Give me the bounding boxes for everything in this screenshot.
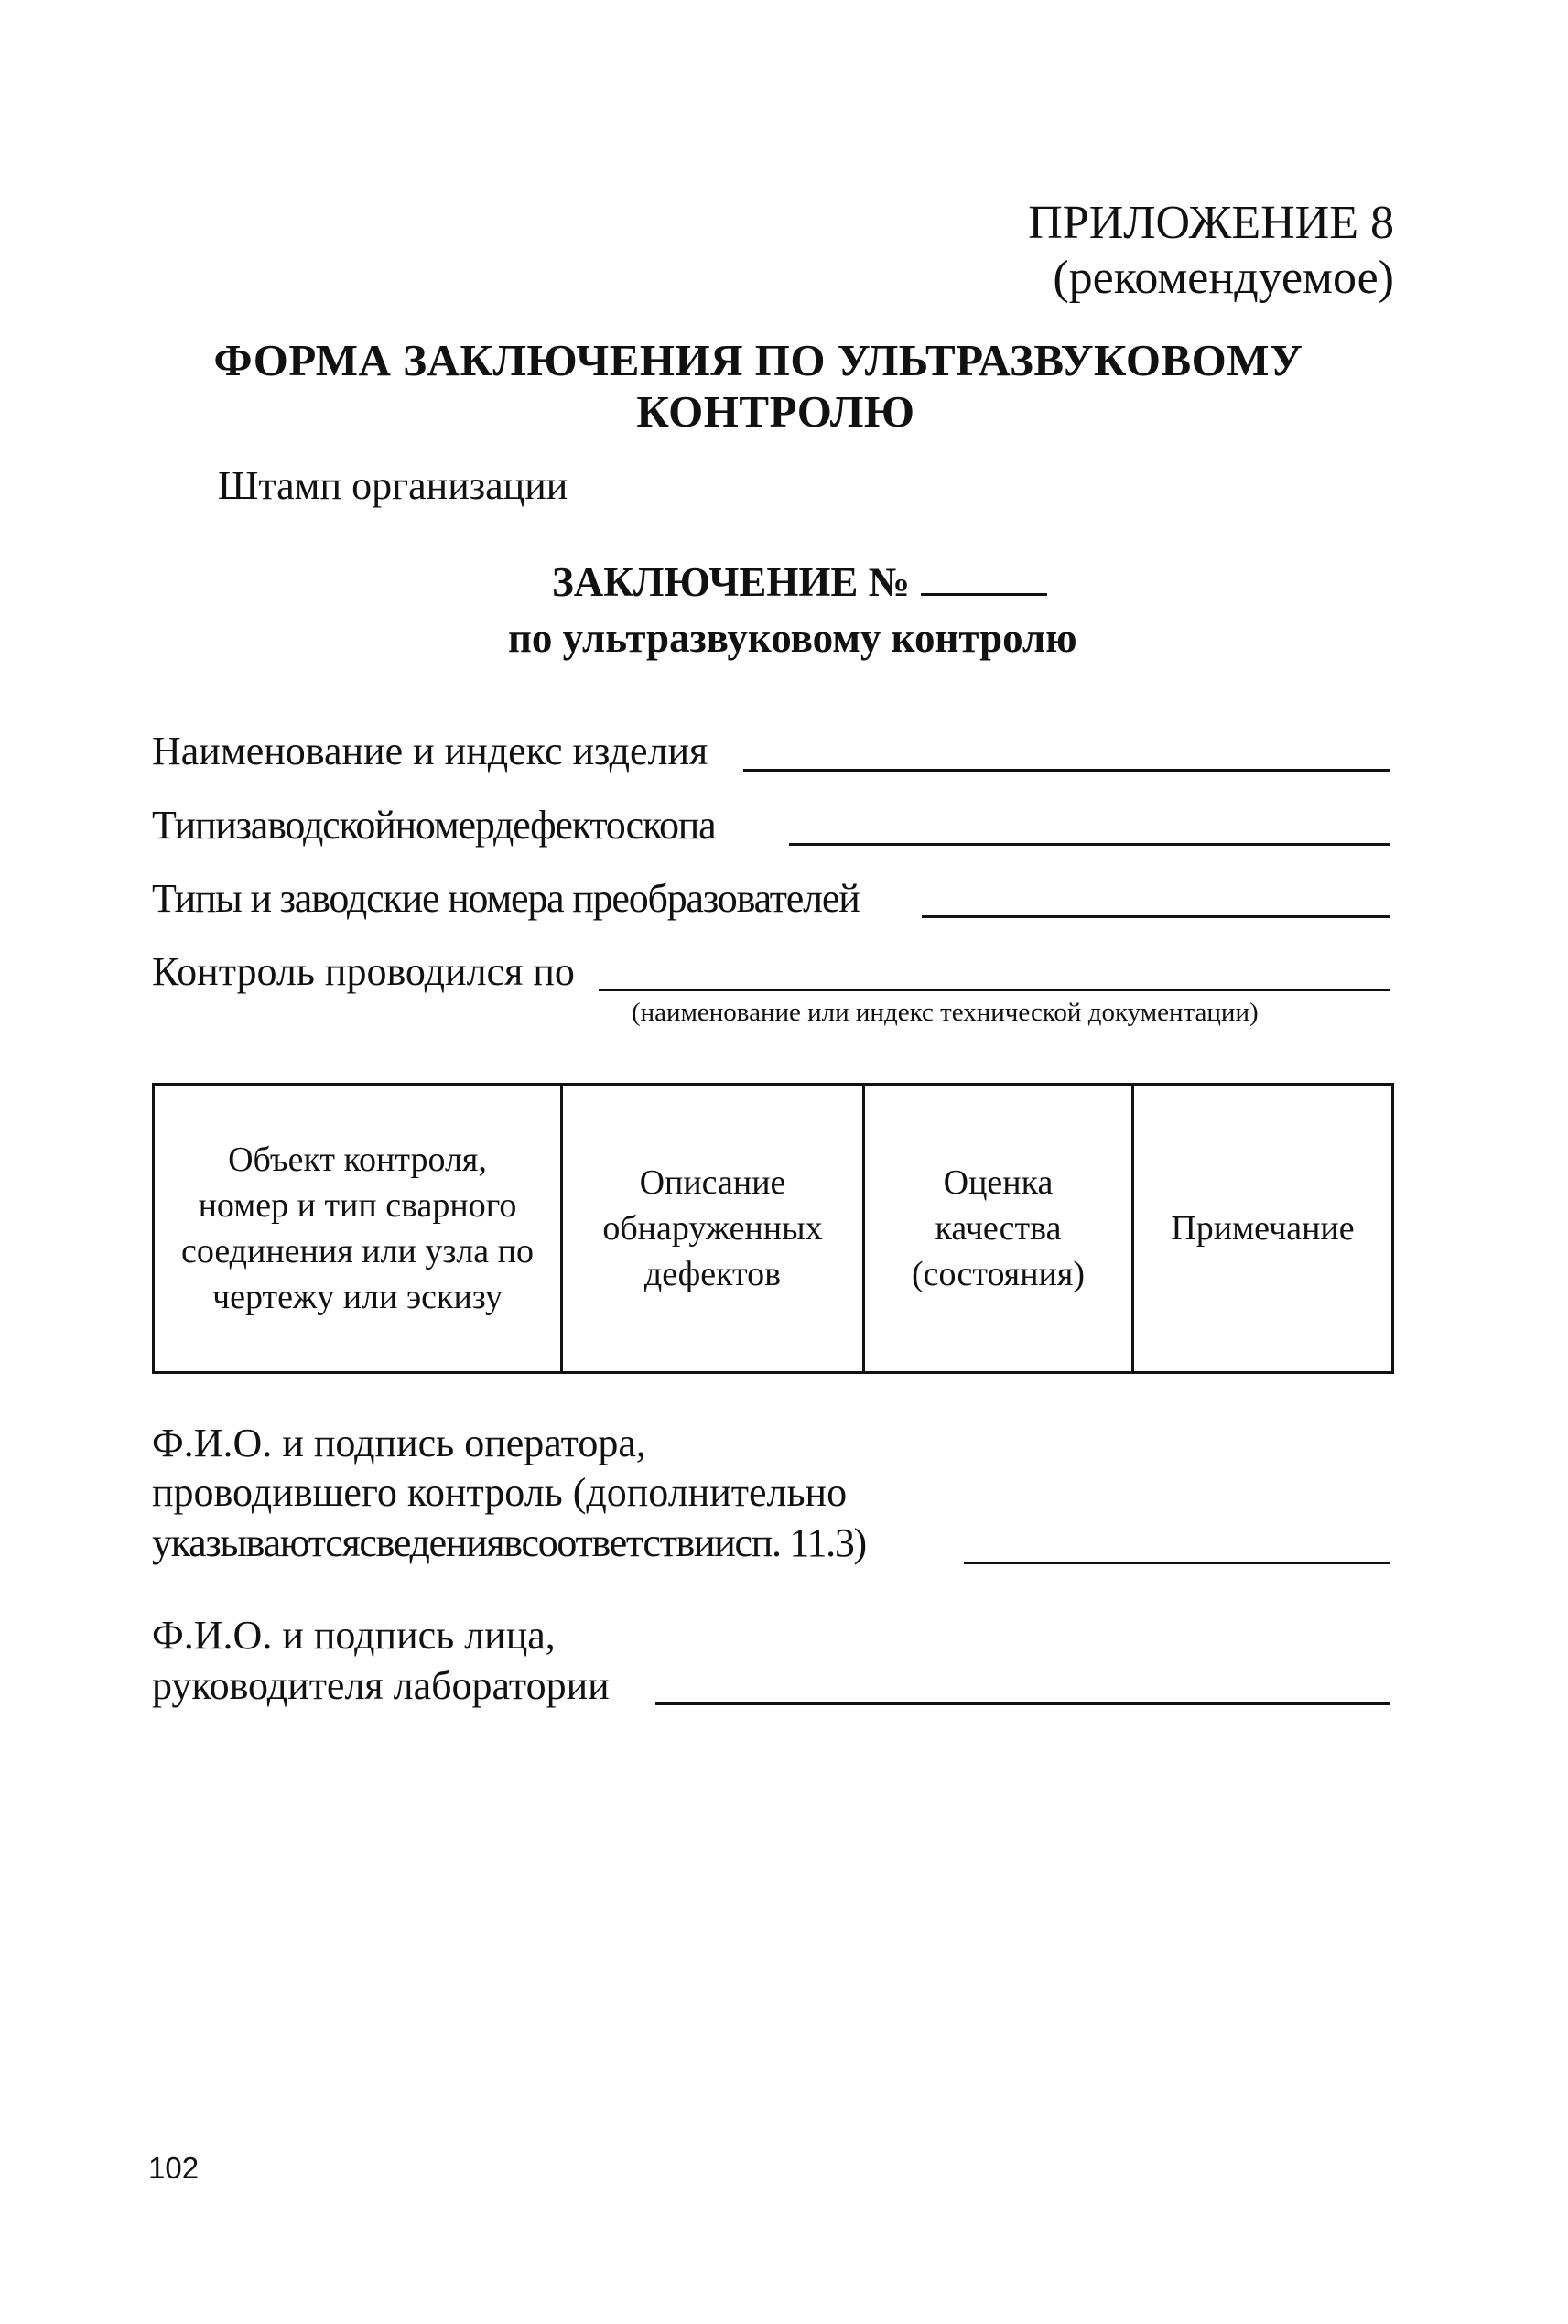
conclusion-number-blank[interactable] — [921, 557, 1047, 596]
field-control-by-hint: (наименование или индекс технической документации) — [632, 998, 1259, 1027]
field-transducers-blank[interactable] — [922, 915, 1390, 918]
field-control-by-label: Контроль проводился по — [152, 949, 575, 994]
conclusion-subtitle: по ультразвуковому контролю — [508, 615, 1077, 661]
conclusion-title — [552, 557, 1047, 607]
column-header-text: качества — [935, 1209, 1062, 1248]
column-header-quality — [864, 1085, 1133, 1373]
head-signature-label-2: руководителя лаборатории — [152, 1663, 610, 1708]
column-header-text: Примечание — [1171, 1209, 1355, 1248]
page-number: 102 — [148, 2151, 200, 2185]
appendix-note: (рекомендуемое) — [1053, 252, 1394, 304]
column-header-text: Описание — [639, 1163, 786, 1202]
field-product-blank[interactable] — [743, 769, 1390, 772]
column-header-text: Объект контроля, — [228, 1140, 487, 1179]
stamp-label: Штамп организации — [218, 463, 568, 508]
field-transducers-label: Типы и заводские номера преобразователей — [152, 876, 860, 921]
head-signature-label-1: Ф.И.О. и подпись лица, — [152, 1613, 556, 1658]
column-header-text: чертежу или эскизу — [211, 1278, 503, 1316]
operator-signature-label-1: Ф.И.О. и подпись оператора, — [152, 1421, 646, 1465]
column-header-text: обнаруженных — [602, 1209, 823, 1248]
form-title-line-1: ФОРМА ЗАКЛЮЧЕНИЯ ПО УЛЬТРАЗВУКОВОМУ — [213, 335, 1303, 385]
operator-signature-label-3: указываютсясведениявсоответствиисп. 11.3) — [152, 1520, 866, 1565]
table-header-row — [154, 1085, 1393, 1373]
report-table — [152, 1083, 1394, 1374]
column-header-defects — [562, 1085, 864, 1373]
column-header-text: номер и тип сварного — [198, 1186, 517, 1225]
operator-signature-blank[interactable] — [964, 1562, 1390, 1564]
column-header-text: дефектов — [643, 1255, 782, 1293]
form-title-line-2: КОНТРОЛЮ — [636, 386, 915, 437]
field-detector-blank[interactable] — [789, 843, 1390, 846]
head-signature-blank[interactable] — [655, 1702, 1390, 1705]
field-detector-label: Типизаводскойномердефектоскопа — [152, 803, 716, 848]
appendix-title: ПРИЛОЖЕНИЕ 8 — [1028, 197, 1394, 249]
column-header-text: Оценка — [943, 1163, 1054, 1202]
field-control-by-blank[interactable] — [599, 989, 1390, 991]
field-product-label: Наименование и индекс изделия — [152, 729, 708, 773]
column-header-note — [1133, 1085, 1393, 1373]
column-header-text: (состояния) — [912, 1255, 1085, 1293]
column-header-object — [154, 1085, 562, 1373]
conclusion-title-text: ЗАКЛЮЧЕНИЕ № — [552, 559, 910, 605]
column-header-text: соединения или узла по — [180, 1232, 535, 1270]
operator-signature-label-2: проводившего контроль (дополнительно — [152, 1470, 848, 1515]
